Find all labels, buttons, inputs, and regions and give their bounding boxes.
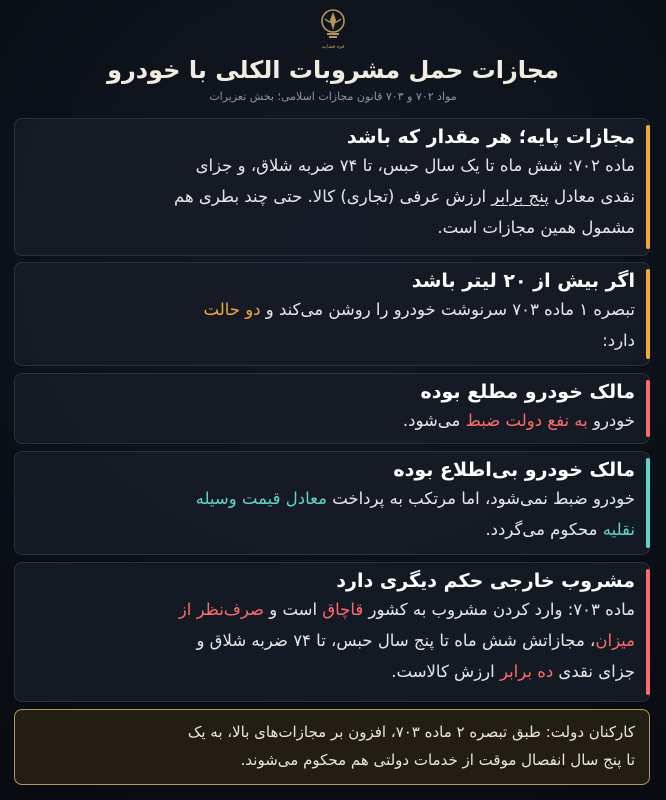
government-employees-text [29, 718, 635, 774]
owner-unaware-line-1a: خودرو ضبط نمی‌شود، اما مرتکب به پرداخت [326, 489, 635, 508]
foreign-liquor-line-3c: ارزش کالاست. [391, 662, 500, 681]
foreign-liquor-line-1 [29, 594, 635, 625]
page-subtitle: مواد ۷۰۲ و ۷۰۳ قانون مجازات اسلامی؛ بخش تعزیرات [209, 90, 457, 103]
smuggling-highlight: قاچاق [322, 600, 364, 619]
foreign-liquor-line-3 [29, 656, 635, 687]
ten-times-highlight: ده برابر [499, 662, 554, 681]
owner-unaware-line-2b: محکوم می‌گردد. [485, 520, 603, 539]
base-penalty-line-1: ماده ۷۰۲: شش ماه تا یک سال حبس، تا ۷۴ ضربه شلاق، و جزای [195, 156, 635, 175]
owner-unaware-line-2 [29, 514, 635, 545]
over-20-liters-line-1a: تبصره ۱ ماده ۷۰۳ سرنوشت خودرو را روشن می‌کند و [260, 300, 635, 319]
foreign-liquor-card [14, 562, 650, 702]
base-penalty-line-2a: نقدی معادل [548, 187, 635, 206]
over-20-liters-heading: اگر بیش از ۲۰ لیتر باشد [411, 270, 635, 292]
judiciary-emblem-icon [318, 6, 348, 48]
owner-unaware-heading: مالک خودرو بی‌اطلاع بوده [393, 459, 635, 481]
over-20-liters-line-1 [29, 294, 635, 325]
foreign-liquor-text [29, 594, 635, 687]
owner-aware-line-1c: می‌شود. [402, 411, 466, 430]
foreign-liquor-line-2b: ، مجازاتش شش ماه تا پنج سال حبس، تا ۷۴ ضربه شلاق و [196, 631, 596, 650]
owner-unaware-text [29, 483, 635, 545]
over-20-liters-card [14, 262, 650, 366]
owner-aware-text [29, 405, 635, 436]
owner-aware-heading: مالک خودرو مطلع بوده [420, 381, 635, 403]
government-employees-line-1: کارکنان دولت: طبق تبصره ۲ ماده ۷۰۳، افزون بر مجازات‌های بالا، به یک [187, 723, 635, 741]
base-penalty-line-2c: ارزش عرفی (تجاری) کالا. حتی چند بطری هم [173, 187, 492, 206]
vehicle-value-highlight: معادل قیمت وسیله [195, 489, 327, 508]
owner-unaware-line-1 [29, 483, 635, 514]
government-employees-line-2: تا پنج سال انفصال موقت از خدمات دولتی هم محکوم می‌شوند. [240, 751, 635, 769]
owner-aware-line-1 [29, 405, 635, 436]
emblem-caption: قوه قضاییه [321, 44, 345, 50]
regardless-highlight: صرف‌نظر از [178, 600, 265, 619]
owner-aware-line-1a: خودرو [587, 411, 635, 430]
government-employees-card [14, 709, 650, 785]
vehicle-word-highlight: نقلیه [602, 520, 635, 539]
foreign-liquor-line-1c: است و [264, 600, 323, 619]
foreign-liquor-line-2 [29, 625, 635, 656]
base-penalty-heading: مجازات پایه؛ هر مقدار که باشد [346, 126, 635, 148]
foreign-liquor-line-1a: ماده ۷۰۳: وارد کردن مشروب به کشور [363, 600, 635, 619]
five-times-highlight: پنج برابر [491, 187, 549, 206]
foreign-liquor-line-3a: جزای نقدی [553, 662, 635, 681]
over-20-liters-line-2: دارد: [602, 331, 635, 350]
foreign-liquor-heading: مشروب خارجی حکم دیگری دارد [336, 570, 635, 592]
two-cases-highlight: دو حالت [203, 300, 261, 319]
amount-highlight: میزان [595, 631, 635, 650]
base-penalty-card [14, 118, 650, 256]
confiscation-highlight: به نفع دولت ضبط [465, 411, 588, 430]
owner-aware-card [14, 373, 650, 444]
owner-unaware-card [14, 451, 650, 555]
base-penalty-line-3: مشمول همین مجازات است. [437, 218, 635, 237]
page-title: مجازات حمل مشروبات الکلی با خودرو [107, 56, 559, 84]
base-penalty-line-2 [29, 181, 635, 212]
over-20-liters-text [29, 294, 635, 356]
base-penalty-text [29, 150, 635, 243]
